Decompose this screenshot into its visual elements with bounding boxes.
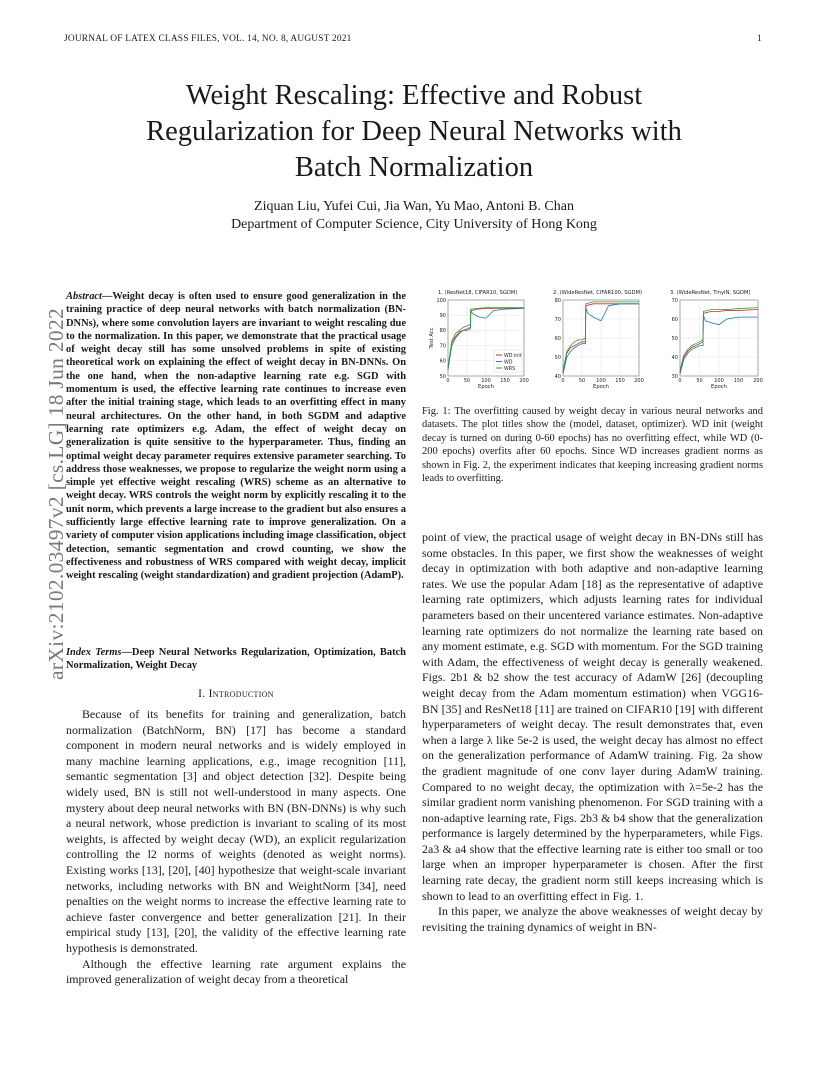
- y-tick-label: 50: [439, 373, 446, 380]
- x-tick-label: 0: [561, 378, 565, 384]
- right-paragraph-1: point of view, the practical usage of weight decay in BN-DNs still has some obstacles. In this paper, we first show the weaknesses of weight decay in optimization with both adaptive and non-adaptive learning rates. We use the popular Adam [18] as the representative of adaptive learning rate optimizers, which adjusts learning rates for individual parameters based on their uncentered variance estimates. Non-adaptive learning rate optimizers do not normalize the learning rate based on any moment estimate, e.g. SGD with momentum. For the SGD training with Adam, the effectiveness of weight decay is generally weakened. Figs. 2b1 & b2 show the test accuracy of AdamW [26] (decoupling weight decay from the Adam momentum estimation) when VGG16-BN [35] and ResNet18 [11] are trained on CIFAR10 [19] with different hyperparameters of weight decay. The result demonstrates that, even when a large λ like 5e-2 is used, the weight decay has almost no effect on the generalization performance of AdamW training. Fig. 2a show the gradient magnitude of one conv layer during AdamW training. Compared to no weight decay, the optimization with λ=5e-2 has the similar gradient norm vanishing phenomenon. For SGD training with a non-adaptive learning rate, Figs. 2b3 & b4 show that the generalization performance is largely determined by the hyperparameters, while Figs. 2a3 & a4 show that the effective learning rate is either too small or too large when an improper hyperparameter is chosen. After the first learning rate decay, the gradient norm still keeps increasing which is shown to lead to an overfitting effect in Fig. 1.: [422, 530, 763, 903]
- y-tick-label: 70: [554, 316, 561, 323]
- section-number: I.: [198, 688, 206, 700]
- index-terms: [66, 646, 406, 673]
- plot-title: 1. (ResNet18, CIFAR10, SGDM): [438, 290, 518, 296]
- plot-title: 2. (WideResNet, CIFAR100, SGDM): [553, 290, 643, 296]
- figure-caption: Fig. 1: The overfitting caused by weight decay in various neural networks and datasets. The plot titles show the (model, dataset, optimizer). WD init (weight decay is turned on during 0-60 epochs) has no overfitting effect, while WD (0-200 epochs) overfits after 60 epochs. Since WD increases gradient norms as shown in Fig. 2, the experiment indicates that keeping increasing gradient norms leads to overfitting.: [422, 406, 763, 485]
- section-title: Introduction: [208, 688, 274, 700]
- x-tick-label: 50: [578, 378, 586, 384]
- y-tick-label: 40: [671, 354, 678, 361]
- y-tick-label: 60: [439, 358, 446, 365]
- journal-header: JOURNAL OF LATEX CLASS FILES, VOL. 14, NO. 8, AUGUST 2021: [64, 34, 352, 44]
- x-tick-label: 150: [615, 378, 625, 384]
- author-list: Ziquan Liu, Yufei Cui, Jia Wan, Yu Mao, Antoni B. Chan: [254, 199, 574, 214]
- plot-title: 3. (WideResNet, TinyIN, SGDM): [670, 290, 751, 296]
- y-tick-label: 60: [554, 335, 561, 342]
- x-axis-label: Epoch: [711, 384, 727, 390]
- arxiv-id: arXiv:2102.03497v2 [cs.LG] 18 Jun 2022: [44, 307, 68, 680]
- title-line-1: Weight Rescaling: Effective and Robust: [185, 80, 643, 111]
- figure-1-plots: [420, 286, 764, 398]
- page-number: 1: [757, 34, 762, 44]
- y-tick-label: 50: [554, 354, 561, 361]
- x-tick-label: 150: [733, 378, 744, 384]
- y-tick-label: 50: [671, 335, 678, 342]
- y-tick-label: 60: [671, 316, 678, 323]
- y-tick-label: 80: [439, 328, 446, 335]
- x-tick-label: 200: [519, 378, 529, 384]
- figure-1: [420, 286, 764, 398]
- legend-entry: WD: [504, 360, 513, 366]
- y-tick-label: 100: [436, 297, 446, 304]
- y-tick-label: 90: [439, 313, 446, 319]
- abstract-label: Abstract: [66, 291, 102, 302]
- x-axis-label: Epoch: [478, 384, 494, 390]
- title-line-2: Regularization for Deep Neural Networks with: [146, 116, 682, 147]
- x-tick-label: 100: [714, 378, 724, 384]
- legend-entry: WD init: [504, 353, 522, 359]
- x-tick-label: 0: [446, 378, 450, 384]
- x-tick-label: 50: [696, 378, 703, 384]
- arxiv-stamp: [22, 290, 68, 680]
- index-terms-label: Index Terms: [66, 647, 122, 658]
- section-heading: [66, 688, 406, 700]
- legend-entry: WRS: [504, 366, 516, 372]
- x-tick-label: 100: [481, 378, 491, 384]
- x-tick-label: 50: [463, 378, 471, 384]
- x-tick-label: 200: [753, 378, 763, 384]
- y-tick-label: 70: [439, 343, 446, 350]
- abstract-text: —Weight decay is often used to ensure good generalization in the training practice of deep neural networks with batch normalization (BN-DNNs), where some convolution layers are invariant to weight rescaling due to the normalization. In this paper, we demonstrate that the practical usage of weight decay still has some unsolved problems in spite of existing theoretical work on explaining the effect of weight decay in BN-DNNs. On the one hand, when the non-adaptive learning rate e.g. SGD with momentum is used, the effective learning rate continues to increase even after the initial training stage, which leads to an overfitting effect in many neural architectures. On the other hand, in both SGDM and adaptive learning rate optimizers e.g. Adam, the effect of weight decay on generalization is quite sensitive to the hyperparameter. Thus, finding an optimal weight decay parameter requires extensive parameter searching. To address those weaknesses, we propose to regularize the weight norm using a simple yet effective weight rescaling (WRS) scheme as an alternative to weight decay. WRS controls the weight norm by explicitly rescaling it to the unit norm, which prevents a large increase to the gradient but also ensures a sufficiently large effective learning rate to improve generalization. On a variety of computer vision applications including image classification, object detection, semantic segmentation and crowd counting, we show the effectiveness and robustness of WRS compared with weight decay, implicit weight rescaling (weight standardization) and gradient projection (AdamP).: [66, 291, 406, 582]
- y-tick-label: 70: [671, 297, 678, 304]
- y-tick-label: 30: [671, 373, 678, 380]
- intro-paragraph-1: Because of its benefits for training and generalization, batch normalization (BatchNorm, BN) [17] has become a standard component in modern neural networks and is widely employed in many machine learning applications, e.g., image recognition [11], semantic segmentation [3] and object detection [32]. Despite being widely used, BN is still not well-understood in many aspects. One mystery about deep neural networks with BN (BN-DNNs) is why such a neural network, whose prediction is invariant to scaling of its most weights, is affected by weight decay (WD), an explicit regularization controlling the l2 norms of weights (denoted as weight norms). Existing works [13], [20], [40] hypothesize that weight-scale invariant networks, including networks with BN and WeightNorm [34], need penalties on the weight norms to increase the effective learning rate to achieve faster convergence and better generalization [21]. In their empirical study [13], [20], the validity of the effective learning rate hypothesis is demonstrated.: [66, 707, 406, 955]
- affiliation: Department of Computer Science, City University of Hong Kong: [231, 217, 597, 232]
- intro-right-column: [422, 530, 763, 935]
- paper-title: [64, 78, 764, 186]
- x-tick-label: 0: [678, 378, 682, 384]
- x-tick-label: 200: [634, 378, 644, 384]
- x-tick-label: 100: [596, 378, 606, 384]
- title-line-3: Batch Normalization: [294, 152, 534, 183]
- y-tick-label: 80: [554, 297, 561, 304]
- x-axis-label: Epoch: [593, 384, 609, 390]
- intro-paragraph-2: Although the effective learning rate argument explains the improved generalization of weight decay from a theoretical: [66, 956, 406, 987]
- y-tick-label: 40: [554, 373, 561, 380]
- right-paragraph-2: In this paper, we analyze the above weaknesses of weight decay by revisiting the training dynamics of weight in BN-: [422, 904, 763, 934]
- intro-left-column: [66, 707, 406, 988]
- abstract: [66, 290, 406, 583]
- y-axis-label: Test Acc: [429, 327, 435, 349]
- index-terms-text: —Deep Neural Networks Regularization, Optimization, Batch Normalization, Weight Decay: [66, 647, 406, 672]
- x-tick-label: 150: [500, 378, 510, 384]
